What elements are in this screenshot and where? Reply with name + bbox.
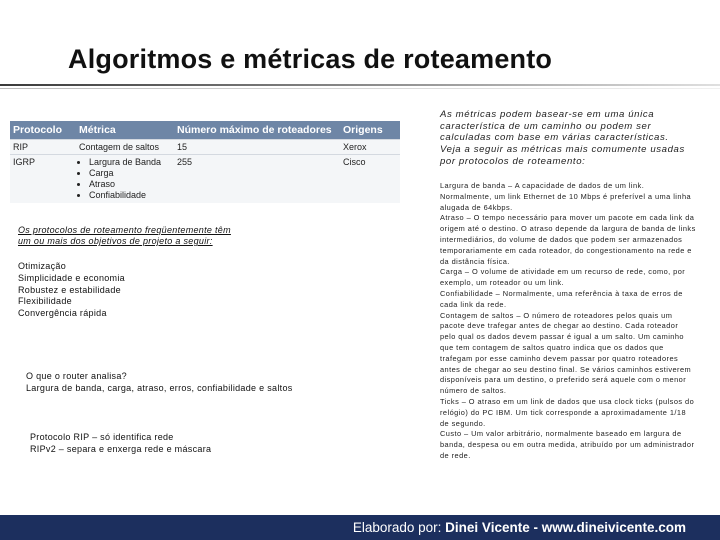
list-item: Robustez e estabilidade (18, 284, 121, 295)
cell-max: 255 (174, 155, 340, 204)
list-item: • Carga (89, 168, 171, 179)
table-row (10, 155, 400, 204)
cell-max: 15 (174, 140, 340, 155)
col-header-protocol: Protocolo (10, 121, 76, 140)
footer-credit (353, 520, 686, 535)
col-header-metric: Métrica (76, 121, 174, 140)
cell-protocol: IGRP (10, 155, 76, 204)
cell-origin: Cisco (340, 155, 400, 204)
cell-protocol: RIP (10, 140, 76, 155)
title-divider-secondary (0, 88, 720, 89)
list-item: • Atraso (89, 179, 171, 190)
list-item: Simplicidade e economia (18, 272, 125, 283)
table-row (10, 140, 400, 155)
metrics-table (10, 121, 400, 203)
cell-origin: Xerox (340, 140, 400, 155)
metric-list (79, 157, 171, 201)
question-text: O que o router analisa? (26, 371, 127, 381)
footer-bar (0, 515, 720, 540)
definition-bandwidth: Largura de banda – A capacidade de dados de um link. Normalmente, um link Ethernet de 10 Mbps é preferível a uma linha alugada de 64kbps. (440, 181, 692, 212)
objectives-heading-line: um ou mais dos objetivos de projeto a seguir: (18, 236, 213, 246)
rip-line: Protocolo RIP – só identifica rede (30, 432, 174, 442)
footer-prefix: Elaborado por: (352, 520, 446, 535)
rip-note (30, 432, 211, 455)
cell-metric (76, 155, 174, 204)
objectives-heading (18, 225, 231, 247)
cell-metric: Contagem de saltos (76, 140, 174, 155)
definition-load: Carga – O volume de atividade em um recurso de rede, como, por exemplo, um roteador ou um link. (440, 267, 686, 288)
title-divider (0, 84, 720, 86)
table-header-row (10, 121, 400, 140)
list-item: Otimização (18, 261, 67, 271)
objectives-list (18, 261, 125, 320)
footer-author: Dinei Vicente - www.dineivicente.com (445, 520, 686, 535)
ripv2-line: RIPv2 – separa e enxerga rede e máscara (30, 443, 212, 454)
list-item: • Confiabilidade (89, 190, 171, 201)
objectives-heading-line: Os protocolos de roteamento freqüentemente têm (18, 225, 231, 235)
list-item: Convergência rápida (18, 308, 107, 319)
metrics-intro: As métricas podem basear-se em uma única característica de um caminho ou podem ser calculadas com base em várias características. Veja a seguir as métricas mais comumente usadas por protocolos de roteamento: (440, 109, 685, 167)
question-answer: Largura de banda, carga, atraso, erros, confiabilidade e saltos (26, 383, 293, 393)
definition-delay: Atraso – O tempo necessário para mover um pacote em cada link da origem até o destino. O atraso depende da largura de banda de links intermediários, do volume de dados que podem ser armazenados temporariamente em cada roteador, do congestionamento na rede e da distância física. (440, 213, 696, 266)
col-header-origins: Origens (340, 121, 400, 140)
slide-title: Algoritmos e métricas de roteamento (68, 44, 553, 74)
definition-hop-count: Contagem de saltos – O número de roteadores pelos quais um pacote deve trafegar antes de chegar ao destino. Cada roteador pelo qual os dados devem passar é igual a um salto. Um caminho que tem contagem de saltos quatro indica que os dados que trafegam por esse caminho devem passar por quatro roteadores antes de chegar ao seu destino final. Se vários caminhos estiverem disponíveis para um destino, o preferido será aquele com o menor número de saltos. (440, 310, 692, 396)
definition-ticks: Ticks – O atraso em um link de dados que usa clock ticks (pulsos do relógio) do PC IBM. Um tick corresponde a aproximadamente 1/18 de segundo. (440, 396, 695, 428)
metrics-definitions (440, 181, 696, 462)
definition-reliability: Confiabilidade – Normalmente, uma referência à taxa de erros de cada link da rede. (440, 288, 683, 309)
router-analysis-note (26, 370, 293, 394)
list-item: • Largura de Banda (89, 157, 171, 168)
list-item: Flexibilidade (18, 296, 72, 307)
col-header-max-routers: Número máximo de roteadores (174, 121, 340, 140)
definition-cost: Custo – Um valor arbitrário, normalmente baseado em largura de banda, despesa ou em outra medida, atribuído por um administrador de rede. (440, 429, 695, 460)
